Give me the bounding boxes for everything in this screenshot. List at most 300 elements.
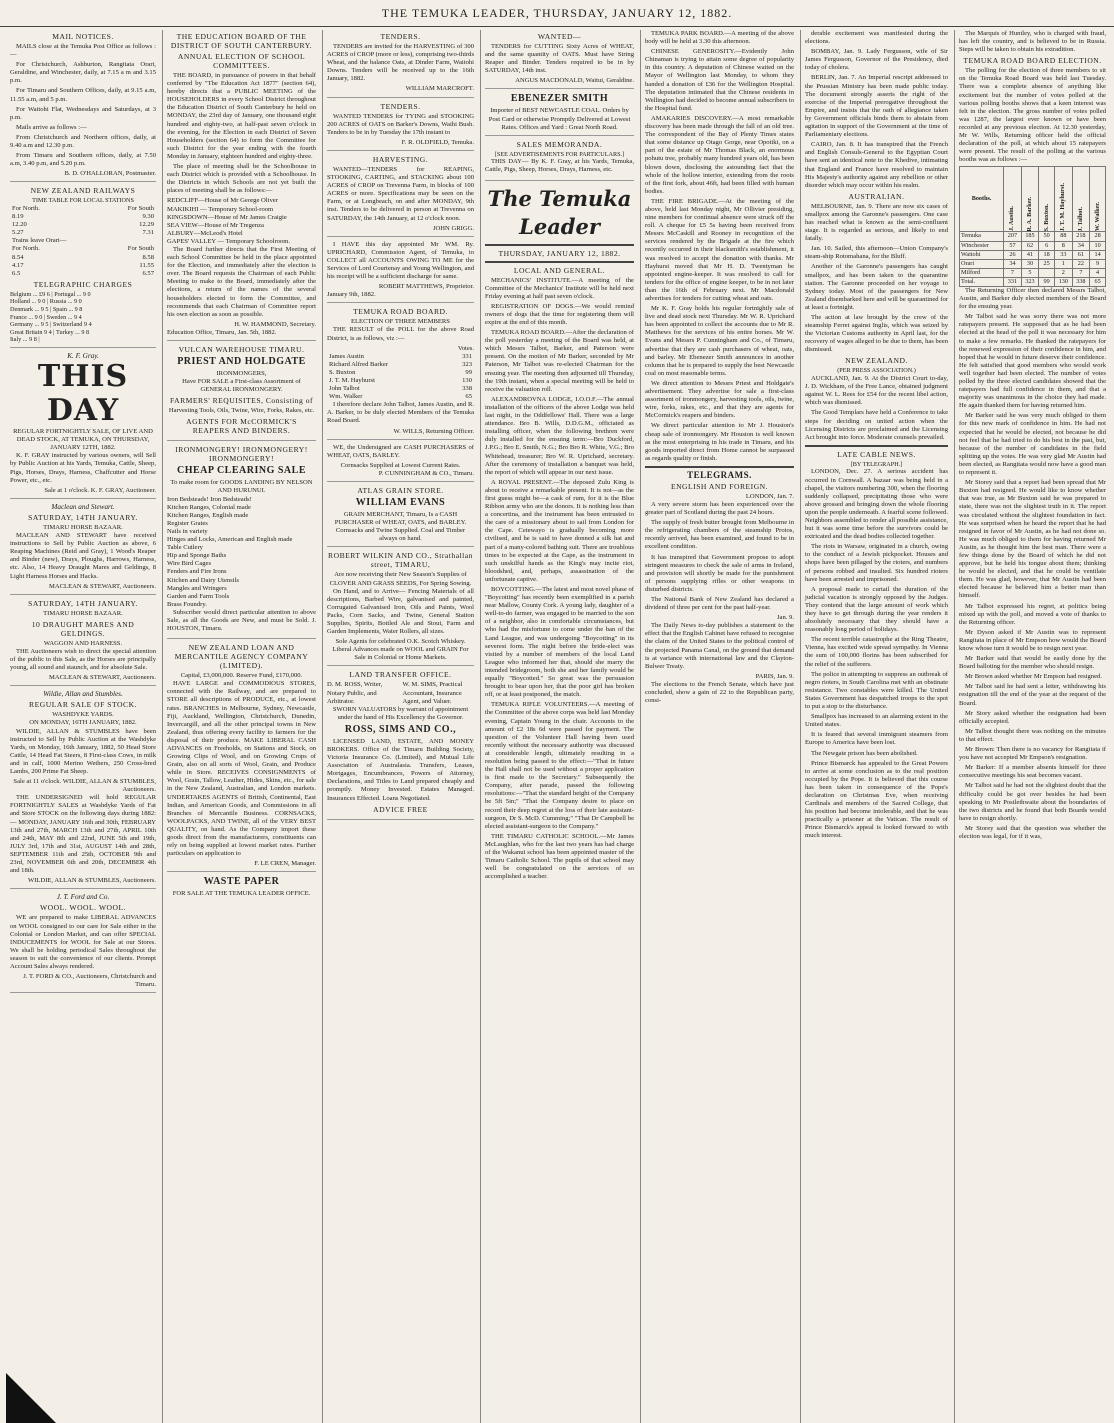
table-cell: Orari: [960, 259, 1004, 268]
table-cell: 88: [1055, 232, 1073, 241]
ad-heading: WOOL. WOOL. WOOL.: [39, 903, 127, 913]
issue-date: THURSDAY, JANUARY 12, 1882.: [498, 248, 621, 258]
table-cell: 7: [1072, 268, 1090, 277]
ad-venue: TIMARU HORSE BAZAAR.: [43, 609, 123, 617]
mail-notices-heading: MAIL NOTICES.: [52, 32, 114, 41]
table-cell: 34: [1004, 259, 1022, 268]
column-header: [1072, 167, 1090, 232]
ad-footer: ADVICE FREE: [373, 804, 428, 814]
ad-signature: MACLEAN & STEWART, Auctioneers.: [49, 674, 156, 682]
dateline: Jan. 9.: [776, 614, 794, 622]
ad-agents: Sole Agents for celebrated O.K. Scotch Whiskey.: [335, 638, 466, 646]
coal-ad: [485, 93, 634, 135]
table-cell: Wm. Walker: [329, 393, 363, 401]
news-paragraph: TEMUKA RIFLE VOLUNTEERS.—A meeting of the Committee of the above corps was held last Monday evening, Captain Young in the chair. Accounts to the amount of £2 18s 6d were passed for payment. The question of the Volunteer Hall having been used recently without the necessary authority was discussed at considerable length, ultimately resulting in a resolution being passed to the effect:—"That in future the Hall shall not be used without a proper application is first made to the Secretary." Subsequently the Company, after parade, passed the following resolutions:—"That the standard height of the Company be 5ft 5in;" "That the Company desire to place on record their deep regret at the loss of their late assistant-surgeon, Dr S. McD. Cumming;" "That Dr Campbell be elected assistant-surgeon to the Company.": [485, 701, 634, 830]
ad-body: TENDERS for CUTTING Sixty Acres of WHEAT, and the same quantity of OATS. Must have String Reaper and Binder. Tenders required to be in by SATURDAY, 14th inst.: [485, 43, 634, 75]
ad-signature: F. R. OLDFIELD, Temuka.: [401, 138, 474, 146]
news-paragraph: Mr Story asked whether the resignation had been officially accepted.: [959, 709, 1106, 725]
atlas-grain-ad: [327, 486, 474, 547]
news-paragraph: The National Bank of New Zealand has declared a dividend of three per cent for the past half-year.: [645, 596, 794, 612]
news-paragraph: It is feared that several immigrant steamers from Europe to America have been lost.: [805, 731, 948, 747]
partner-left: D. M. ROSS, Writer, Notary Public, and Arbitrator.: [327, 681, 383, 705]
table-row: [327, 361, 474, 369]
table-cell: 5: [1021, 268, 1039, 277]
ad-heading: TENDERS.: [380, 101, 421, 111]
place-item: KINGSDOWN—House of Mr James Craigie: [167, 213, 287, 221]
place-item: MAKIKIHI — Temporary School-room: [167, 205, 274, 213]
section-heading: LATE CABLE NEWS.: [837, 449, 916, 459]
column-header: Booths.: [960, 167, 1004, 232]
table-cell: 65: [1090, 277, 1106, 286]
this-day-heading: THIS DAY: [37, 359, 129, 429]
ad-lot: 10 DRAUGHT MARES AND GELDINGS.: [31, 619, 135, 638]
wool-ad: [10, 893, 156, 993]
ad-date: SATURDAY, 14TH JANUARY.: [28, 598, 138, 608]
notice-body: The Board further directs that the First Meeting of each School Committee be held in the place appointed for the Election, and immediately after the election is over. The Board requests the Chairman of each Public Meeting to make to the Board, immediately after the elections, a return of the names of the several householders elected to form the Committee, and recommends that each Chairman of Committee report his own election as soon as possible.: [167, 245, 316, 318]
ad-heading: WANTED—: [537, 32, 582, 41]
ad-note: Liberal Advances made on WOOL and GRAIN For Sale in Colonial or Home Markets.: [332, 646, 469, 662]
tele-row: Great Britain 9 4 | Turkey ... 9 8: [10, 328, 90, 336]
news-paragraph: The Returning Officer then declared Messrs Talbot, Austin, and Barker duly elected members of the Board for the ensuing year.: [959, 286, 1106, 311]
mail-notices: [10, 32, 156, 182]
news-paragraph: Smallpox has increased to an alarming extent in the United states.: [805, 713, 948, 729]
news-paragraph: A ROYAL PRESENT.—The deposed Zulu King is about to receive a remarkable present. It is not—as the first guess might be—a cask of rum, for it is the Blue Ribbon army who are the donors. It is nothing less than a concertina, and the instrument has been entrusted to the care of a missionary about to sail from London for the Cape. Cetewayo is gradually becoming more civilised, and he is said to have donned a silk hat and part of a many-colored bathing suit. There are troublous times to be expected at the Cape, as the instrument in such unskilful hands as the King's may incite riot, bloodshed, and, perhaps, assassination of the unfortunate captive.: [485, 478, 634, 583]
poll-results-table: [959, 166, 1106, 287]
list-item: Table Cutlery: [167, 544, 203, 552]
column-header-label: W. Walker.: [1093, 202, 1101, 232]
notice-signature: W. WILLS, Returning Officer.: [393, 427, 474, 435]
table-row: [327, 385, 474, 393]
news-paragraph: The polling for the election of three members to sit on the Temuka Road Board was held last Tuesday. There was a complete absence of anything like excitement but the number of votes polled at the various polling booths shows that a keen interest was felt in the election. The gross number of votes polled was 1287, the largest ever known or have been recorded at any previous election. At 12.30 yesterday, Mr W. Wills, Returning officer held the official declaration of the poll, at which about 15 ratepayers were present. The result of the polling at the various booths was as follows :—: [959, 67, 1106, 164]
ad-body: THE UNDERSIGNED will hold REGULAR FORTNIGHTLY SALES at Washdyke Yards of Fat and Store STOCK on the following days during 1882:— MONDAY, JANUARY 16th and 30th, FEBRUARY 13th and 27th, MARCH 13th and 27th, APRIL 10th and 24th, MAY 8th and 22nd, JUNE 5th and 19th, JULY 3rd, 17th and 31st, AUGUST 14th and 28th, SEPTEMBER 11th and 25th, OCTOBER 9th and 23rd, NOVEMBER 6th and 20th, DECEMBER 4th and 18th.: [10, 794, 156, 875]
notice-subheading: ELECTION OF THREE MEMBERS: [351, 318, 450, 326]
list-item: Garden and Farm Tools: [167, 592, 230, 600]
news-paragraph: Mr Barker: If a member absents himself for three consecutive meetings his seat becomes vacant.: [959, 764, 1106, 780]
ad-venue: WASHDYKE YARDS.: [52, 711, 114, 719]
table-cell: 185: [1021, 232, 1039, 241]
divider: [485, 244, 634, 246]
mail-line: MAILS close at the Temuka Post Office as follows :—: [10, 43, 156, 59]
news-paragraph: We direct particular attention to Mr J. Houston's cheap sale of ironmongery. Mr Houston is well known as the most enterprising in his trade in Timaru, and his goods imported direct from Home cannot be surpassed as regards quality or finish.: [645, 422, 794, 462]
sale-title: REGULAR FORTNIGHTLY SALE, OF LIVE AND DEAD STOCK, AT TEMUKA, ON THURSDAY, JANUARY 12TH, 1882.: [13, 428, 153, 452]
table-cell: Winchester: [960, 241, 1004, 250]
table-cell: 41: [1021, 250, 1039, 259]
ad-signature: Sale at 11 o'clock. WILDIE, ALLAN & STUMBLES, Auctioneers.: [13, 778, 156, 794]
ad-signature: F. LE CREN, Manager.: [254, 860, 316, 868]
ad-signature: J. T. FORD & CO., Auctioneers, Christchurch and Timaru.: [23, 973, 156, 989]
railways-timetable: [10, 186, 156, 348]
ad-body: TENDERS are invited for the HARVESTING of 300 ACRES of CROP (more or less), comprising two-thirds Wheat, and the balance Oats, at Dinder Farm, Waitohi Downs. Tenders will be received up to the 16th January, 1882.: [327, 43, 475, 83]
news-paragraph: Mr Talbot said he was sorry there was not more ratepayers present. He supposed that as he had been elected at the head of the poll it was necessary for him to make a few remarks. He thanked the ratepayers for the renewed expression of their confidence in him, and hoped that he would in future deserve their confidence. He felt satisfied that good members who would work well together had been elected. The number of votes polled by the three elected candidates showed that the ratepayers had full confidence in them, and that a majority was unanimous in the choice they had made. He again thanked them for having returned him.: [959, 313, 1106, 410]
nz-loan-ad: [167, 643, 316, 872]
ad-body: WE, the Undersigned are CASH PURCHASERS of WHEAT, OATS, BARLEY.: [327, 443, 474, 459]
section-heading: TELEGRAMS.: [687, 469, 752, 480]
page-header: THE TEMUKA LEADER, THURSDAY, JANUARY 12, 1882.: [0, 0, 1114, 27]
news-paragraph: The recent terrible catastrophe at the Ring Theatre, Vienna, has excited wide spread sympathy. In Vienna the sum of 100,000 florins has been subscribed for the relief of the sufferers.: [805, 636, 948, 668]
sales-memoranda: [485, 140, 634, 181]
table-cell: Temuka: [960, 232, 1004, 241]
tele-row: Holland ... 9 0 | Russia ... 9 0: [10, 298, 82, 306]
table-cell: For North.: [12, 245, 40, 253]
column-4: [480, 30, 638, 1423]
list-item: Hinges and Locks, American and English made: [167, 536, 293, 544]
notice-body: The place of meeting shall be the Schoolhouse in each District which is provided with a Schoolhouse. In the Districts in which Schools are not yet built the places of meeting shall be as follows:—: [167, 163, 316, 195]
ad-subheading: To make room for GOODS LANDING BY NELSON AND HURUNUI.: [170, 479, 313, 495]
news-paragraph: BOMBAY, Jan. 9. Lady Fergusson, wife of Sir James Fergusson, Governor of the Presidency, died today of cholera.: [805, 48, 948, 72]
ad-signature: ANGUS MACDONALD, Waitui, Geraldine.: [515, 77, 634, 85]
column-header: [1004, 167, 1022, 232]
table-cell: 218: [1072, 232, 1090, 241]
list-item: Wire Bird Cages: [167, 560, 212, 568]
ad-lot: WAGGON AND HARNESS.: [43, 639, 123, 647]
tenders-ad: [327, 32, 474, 98]
table-cell: 26: [1004, 250, 1022, 259]
auctioneer-name: Wildie, Allan and Stumbles.: [43, 690, 123, 699]
ad-signature: JOHN GRIGG.: [432, 224, 474, 232]
column-header: [1090, 167, 1106, 232]
ad-body: Are now receiving their New Season's Supplies of CLOVER AND GRASS SEEDS, For Spring Sowing.: [329, 571, 472, 587]
ad-heading: LAND TRANSFER OFFICE.: [349, 670, 452, 680]
railways-heading: NEW ZEALAND RAILWAYS: [30, 186, 136, 196]
ad-body: Importer of BEST NEWCASTLE COAL. Orders by Post Card or otherwise Promptly Delivered at Lowest Rates. Offices and Yard : Great North Road.: [488, 107, 631, 131]
column-5: [640, 30, 798, 1423]
list-item: Iron Bedsteads! Iron Bedsteads!: [167, 495, 252, 503]
railways-subheading: TIME TABLE FOR LOCAL STATIONS: [32, 197, 134, 205]
table-row: [327, 393, 474, 401]
table-cell: 331: [1004, 277, 1022, 286]
notice-body: I HAVE this day appointed Mr WM. Ry. UPRICHARD, Commission Agent, of Temuka, to COLLECT all ACCOUNTS OWING TO ME for the Services of Lord Courtenay and Young Wellington, and his receipt will be a sufficient discharge for same.: [327, 240, 474, 281]
table-row: [327, 369, 474, 377]
news-paragraph: AUCKLAND, Jan. 9. At the District Court to-day, J. D. Wickham, of the Free Lance, obtained judgment against W. L. Rees for £54 for the recent libel action, which was dismissed.: [805, 375, 948, 407]
list-item: Kitchen Ranges, English made: [167, 511, 249, 519]
list-item: Kitchen Ranges, Colonial made: [167, 503, 251, 511]
dateline: PARIS, Jan. 9.: [755, 672, 794, 680]
wildie-ad: [10, 690, 156, 889]
table-cell: 65: [465, 393, 472, 401]
section-note: (PER PRESS ASSOCIATION.): [837, 367, 916, 375]
cunningham-ad: [327, 444, 474, 482]
ad-body: GRAIN MERCHANT, Timaru, Is a CASH PURCHASER of WHEAT, OATS, and BARLEY.: [334, 511, 467, 527]
section-heading: LOCAL AND GENERAL.: [513, 265, 606, 275]
ad-body: WE are prepared to make LIBERAL ADVANCES on WOOL consigned to our care for Sale either in the Colonial or London Market, and can offer SPECIAL INDUCEMENTS for WOOL for Sale at our Stores. We shall be holding periodical Sales throughout the season to suit the convenience of our clients. Prompt Account Sales always rendered.: [10, 914, 156, 970]
education-board-notice: [167, 32, 316, 341]
table-row: [10, 205, 156, 213]
list-item: Kitchen and Dairy Utensils: [167, 576, 239, 584]
tele-row: Germany ... 9 5 | Switzerland 9 4: [10, 321, 92, 329]
ad-agents: AGENTS FOR McCORMICK'S REAPERS AND BINDERS.: [186, 417, 297, 436]
matthews-notice: [327, 241, 474, 304]
table-cell: 8.19: [12, 213, 24, 221]
list-item: Register Grates: [167, 519, 208, 527]
table-row: [10, 221, 156, 229]
news-paragraph: Mr Storey said that the question was whether the election was legal, for if it was,: [959, 824, 1106, 840]
ad-title: WASTE PAPER: [203, 876, 280, 888]
table-cell: John Talbot: [329, 385, 360, 393]
ad-note: Cornsacks Supplied at Lowest Current Rates.: [340, 461, 461, 469]
notice-body: THE BOARD, in pursuance of powers in that behalf conferred by "The Education Act 1877" (section 64), hereby directs that a PUBLIC MEETING of the HOUSEHOLDERS in every School District throughout the Education District of South Canterbury be held on MONDAY, the 23rd day of January, one thousand eight hundred and eighty-two, at half-past seven o'clock in the evening, for the Election in each District of Seven Householders (section 64) to form the Committee for such District for the year ending with the fourth Monday in January, eighteen hundred and eighty-three.: [167, 72, 316, 160]
news-paragraph: CAIRO, Jan. 8. It has transpired that the French and English Consuls-General to the Egyptian Court have sent an identical note to the Khedive, intimating that England and France have resolved to maintain His Majesty's authority against any rebellion or other disorder which may occur within his realm.: [805, 141, 948, 189]
table-row: [327, 377, 474, 385]
list-item: Mangles and Wringers: [167, 584, 227, 592]
news-paragraph: The Newgate prison has been abolished.: [811, 749, 918, 757]
ad-capital: Capital, £3,000,000. Reserve Fund, £170,000.: [180, 672, 303, 680]
table-cell: 6: [1039, 241, 1055, 250]
table-cell: 12.20: [12, 221, 27, 229]
news-paragraph: AMAKARIES DISCOVERY.—A most remarkable discovery has been made through the fall of an old tree. The correspondent of the Bay of Plenty Times states that some distance up Otago Gorge, near Opotiki, on a part of the estate of Mr Thomas Black, an enormous pohutu tree, probably many hundred years old, has been blown down, disclosing the astounding fact that the whole of the hollow interior, extending from the roots of the first fork, about 46ft, had been filled with human bodies.: [645, 114, 794, 195]
dateline: LONDON, Jan. 7.: [745, 492, 794, 500]
news-paragraph: MECHANICS' INSTITUTE.—A meeting of the Committee of the Mechanics' Institute will be held next Friday evening at half past seven o'clock.: [485, 276, 634, 300]
table-cell: [106, 237, 156, 245]
table-header-row: [960, 167, 1106, 232]
news-paragraph: Jan. 10. Sailed, this afternoon—Union Company's steam-ship Rotomahana, for the Bluff.: [805, 245, 948, 261]
news-paragraph: Prince Bismarck has appealed to the Great Powers to arrive at some conclusion as to the real position occupied by the Pope. It is believed that this course has been taken in consequence of the Pope's declaration on Christmas Eve, when receiving Cardinals and members of the Sacred College, that his position had become intolerable, and that he was practically a prisoner at the Vatican. The result of Prince Bismarck's appeal is looked forward to with much interest.: [805, 759, 948, 840]
ad-heading: TENDERS.: [380, 32, 421, 41]
table-row: [10, 254, 156, 262]
news-paragraph: The elections to the French Senate, which have just concluded, show a gain of 22 to the Republican party, consi-: [645, 680, 794, 705]
ad-body: LICENSED LAND, ESTATE, AND MONEY BROKERS. Office of the Timaru Building Society, Victoria Insurance Co. (Limited), and Mutual Life Association of Australasia. Transfers, Leases, Mortgages, Encumbrances, Powers of Attorney, Declarations, and Titles to Land prepared cheaply and promptly. Money Invested. Estates Managed. Insurances Effected. Loans Negotiated.: [327, 737, 474, 802]
ad-body: THE Auctioneers wish to direct the special attention of the public to this Sale, as the Horses are principally young, all sound and staunch, and for absolute Sale.: [10, 647, 156, 672]
section-heading: NEW ZEALAND.: [845, 356, 908, 366]
ad-date: SATURDAY, 14TH JANUARY.: [28, 512, 138, 522]
railway-table: [10, 205, 156, 278]
section-heading: SALES MEMORANDA.: [516, 139, 603, 149]
wilkin-ad: [327, 551, 474, 666]
torn-corner: [6, 1373, 56, 1423]
mail-line: From Christchurch and Northern offices, daily, at 9.40 a.m and 12.30 p.m.: [10, 133, 156, 150]
table-row: [960, 259, 1106, 268]
news-paragraph: Mr K. F. Gray holds his regular fortnightly sale of live and dead stock next Thursday. Mr W. R. Uprichard has been appointed to collect the accounts due to Mr R. Matthews for the services of his entire horses. Mr W. Evans and Messrs P. Cunningham and Co., of Timaru, advertise that they are cash purchasers of wheat, oats, and barley. Mr Ebenezer Smith announces in another column that he is prepared to supply the best Newcastle coal on most reasonable terms.: [645, 305, 794, 377]
table-row: [10, 270, 156, 278]
ad-title: CHEAP CLEARING SALE: [177, 465, 306, 477]
news-paragraph: The supply of fresh butter brought from Melbourne in the refrigerating chambers of the steamship Protos, recently arrived, has been examined, and found to be in excellent condition.: [645, 519, 794, 551]
table-row: [10, 229, 156, 237]
table-cell: 8: [1055, 241, 1073, 250]
postmaster-signature: B. D. O'HALLORAN, Postmaster.: [64, 170, 156, 178]
news-paragraph: Mr Talbot thought there was nothing on the minutes to that effect.: [959, 727, 1106, 743]
ad-heading: HARVESTING.: [372, 154, 429, 164]
ad-body: WANTED TENDERS for TYING and STOOKING 200 ACRES of OATS on Barker's Downs, Waihi Bush. Tenders to be in by Tuesday the 17th instant to: [327, 112, 474, 136]
column-3: [322, 30, 478, 1423]
news-paragraph: Mr Talbot said he had sent a letter, withdrawing his resignation till the end of the year at the request of the Board.: [959, 683, 1106, 707]
ad-heading: ATLAS GRAIN STORE.: [357, 486, 444, 496]
table-row: [10, 213, 156, 221]
news-paragraph: The riots in Warsaw, originated in a church, owing to the conduct of a Jewish pickpocket. Houses and shops have been pillaged by the rioters, and numbers of persons robbed and insulted. Six hundred rioters have been arrested and imprisoned.: [805, 543, 948, 583]
table-row: [10, 237, 156, 245]
ad-heading: IRONMONGERY! IRONMONGERY! IRONMONGERY!: [175, 445, 308, 464]
place-item: ALBURY—McLeod's Hotel: [167, 229, 243, 237]
vulcan-warehouse-ad: [167, 345, 316, 441]
news-paragraph: LONDON, Dec. 27. A serious accident has occurred in Cornwall. A bazaar was being held in a chapel, the visitors numbering 300, when the flooring suddenly collapsed, precipitating those who were above grossed and bringing down the whole flooring upon the people underneath. A fearful scene followed. Neighbors assembled to render all possible assistance, but it was some time before the survivors could be extricated and the dead bodies collected together.: [805, 468, 949, 541]
news-paragraph: derable excitement was manifested during the elections.: [805, 30, 948, 46]
table-cell: 99: [1039, 277, 1055, 286]
table-cell: 25: [1039, 259, 1055, 268]
table-cell: 130: [462, 377, 472, 384]
news-paragraph: REGISTRATION OF DOGS.—We would remind owners of dogs that the time for registering them will expire at the end of this month.: [485, 302, 634, 326]
firm-name: WILLIAM EVANS: [355, 497, 446, 509]
section-body: THIS DAY— By K. F. Gray, at his Yards, Temuka, Cattle, Pigs, Sheep, Horses, Drays, Harness, etc.: [485, 158, 634, 174]
columns: [0, 30, 1114, 1423]
news-paragraph: A very severe storm has been experienced over the greater part of Scotland during the past 24 hours.: [645, 500, 794, 517]
column-1: [6, 30, 160, 1423]
table-cell: 6.57: [142, 269, 154, 277]
tele-row: France ... 9 0 | Sweden ... 9 4: [10, 313, 82, 321]
list-item: Brass Foundry.: [167, 600, 207, 608]
news-paragraph: Mr Barker said he was very much obliged to them for this new mark of confidence in him. He had not expected that he would be elected, not because he did not feel that he had tried to do his best in the past, but, because of the number of candidates in the field splitting up the votes. He was very glad Mr Austin had been elected, as Rangitata would now have a good man to represent it.: [959, 412, 1106, 477]
section-note: [BY TELEGRAPH.]: [850, 460, 903, 468]
table-cell: Trains leave Orari—: [12, 237, 67, 245]
houston-ad: [167, 445, 316, 639]
ad-body: FOR SALE AT THE TEMUKA LEADER OFFICE.: [172, 890, 311, 898]
table-cell: 323: [1021, 277, 1039, 286]
table-cell: 9: [1090, 259, 1106, 268]
table-cell: 10: [1090, 241, 1106, 250]
table-cell: James Austin: [329, 352, 364, 360]
news-paragraph: The Marquis of Huntley, who is charged with fraud, has left the country, and is believed to be in Russia. Steps will be taken to obtain his extradition.: [959, 30, 1106, 54]
ad-signature: Subscriber would direct particular attention to above Sale, as all the Goods are New, and must be Sold. J. HOUSTON, Timaru.: [167, 608, 316, 633]
gray-sale-ad: [10, 352, 156, 499]
table-cell: 18: [1039, 250, 1055, 259]
table-cell: 2: [1055, 268, 1073, 277]
road-board-notice: [327, 307, 474, 439]
ad-heading: VULCAN WAREHOUSE TIMARU.: [178, 345, 305, 354]
column-header: [1021, 167, 1039, 232]
notice-heading: TEMUKA ROAD BOARD.: [353, 307, 448, 317]
firm-name: ROSS, SIMS AND CO.,: [344, 723, 457, 735]
ad-date: ON MONDAY, 16TH JANUARY, 1882.: [29, 719, 137, 727]
table-cell: 22: [1072, 259, 1090, 268]
mail-line: From Timaru and Southern offices, daily, at 7.50 a.m, 3.40 p.m, and 5.20 p.m.: [10, 152, 156, 168]
news-paragraph: The Daily News to-day publishes a statement to the effect that the English Cabinet have refused to recognise the claim of the United States to the political control of the projected Panama Canal, on the ground that demand is at variance with international law and the Clayton-Bulwer Treaty.: [645, 622, 794, 670]
notice-body: THE RESULT of the POLL for the above Road District, is as follows, viz :—: [327, 326, 474, 342]
section-heading: AUSTRALIAN.: [848, 191, 905, 201]
news-paragraph: TEMUKA ROAD BOARD.—After the declaration of the poll yesterday a meeting of the Board was held, at which Messrs Talbot, Barker, and Paterson were present. On the motion of Mr Barker, seconded by Mr Paterson, Mr Talbot was re-elected Chairman for the ensuing year. The meeting then adjourned till Thursday, the 19th instant, when a special meeting will be held to receive the valuation roll.: [485, 329, 634, 393]
column-header-label: J. T. M. Hayhurst.: [1059, 182, 1067, 232]
table-cell: 331: [462, 352, 472, 360]
tenders-ad-2: [327, 102, 474, 151]
news-paragraph: Mr Brown: Then there is no vacancy for Rangitata if you have not accepted Mr Empson's resignation.: [959, 746, 1106, 762]
table-row: [10, 245, 156, 253]
table-cell: 4: [1090, 268, 1106, 277]
list-item: Fenders and Fire Irons: [167, 568, 227, 576]
news-paragraph: Mr Storey said that a report had been spread that Mr Buxton had resigned. He would like to know whether that was true, as Mr Buxton said he was prepared to state, there was not the slightest truth in it. The report was circulated without the slightest foundation in fact. He was surprised when he heard the report that he had resigned in favor of Mr Austin, as he had not done so. He was much obliged to them for having returned Mr Austin, as he thought him the best man. There were a few things done by the Board of which he did not approve, but he held his tongue about them; thinking he would be elected, and that he could be ventilate them. He was glad, however, that Mr Austin had been elected because he believed him a better man than himself.: [959, 479, 1106, 600]
table-row: [960, 241, 1106, 250]
news-paragraph: It has transpired that Government propose to adopt stringent measures to check the sale of arms in Ireland, and provision will shortly be made for the punishment of persons supplying rifles or other weapons in disturbed districts.: [645, 553, 794, 593]
land-transfer-ad: [327, 670, 474, 819]
table-cell: 338: [1072, 277, 1090, 286]
table-cell: 8.54: [12, 253, 24, 261]
ad-venue: TIMARU HORSE BAZAAR.: [43, 523, 123, 531]
column-2: [162, 30, 320, 1423]
news-paragraph: MELBOURNE, Jan. 9. There are now six cases of smallpox among the Garonne's passengers. One case has reached what is known as the semi-confluent stage. It is regarded as serious, and likely to end fatally.: [805, 202, 948, 243]
table-cell: 338: [462, 385, 472, 393]
column-header-label: J. Talbot.: [1076, 206, 1084, 232]
votes-label: Votes.: [457, 344, 474, 352]
mail-line: For Timaru and Southern Offices, daily, at 9.15 a.m, 11.55 a.m, and 5 p.m.: [10, 87, 156, 103]
divider: [805, 445, 948, 447]
table-cell: 5.27: [12, 229, 24, 237]
section-note: [SEE ADVERTISEMENTS FOR PARTICULARS.]: [494, 150, 625, 158]
auctioneer-name: Maclean and Stewart.: [51, 502, 115, 511]
table-cell: 28: [1090, 232, 1106, 241]
news-paragraph: THE TIMARU CATHOLIC SCHOOL.—Mr James McLaughlan, who for the last two years has had charge of the Wakanui school has been appointed master of the Timaru Catholic School. The pupils of that school may well be congratulated on the services of so accomplished a teacher.: [485, 832, 634, 881]
mail-line: For Christchurch, Ashburton, Rangitata Orari, Geraldine, and Winchester, daily, at 7.15 a m and 3.15 p.m.: [10, 61, 156, 85]
firm-name: EBENEZER SMITH: [510, 93, 609, 105]
newspaper-nameplate: The Temuka Leader: [487, 185, 632, 239]
table-cell: 4.17: [12, 261, 24, 269]
table-cell: 12.29: [139, 221, 154, 229]
notice-heading: THE EDUCATION BOARD OF THE DISTRICT OF SOUTH CANTERBURY.: [170, 32, 313, 50]
ad-signature: MACLEAN & STEWART, Auctioneers.: [49, 582, 156, 590]
column-header: [1055, 167, 1073, 232]
column-header: [1039, 167, 1055, 232]
ad-signature: WILLIAM MARCROFT.: [405, 85, 474, 93]
divider: [485, 261, 634, 263]
table-cell: 207: [1004, 232, 1022, 241]
table-cell: 130: [1055, 277, 1073, 286]
trade: IRONMONGERS,: [216, 370, 267, 377]
telegraphic-heading: TELEGRAPHIC CHARGES: [33, 279, 133, 289]
column-header-label: J. Austin.: [1008, 206, 1016, 232]
news-paragraph: The Good Templars have held a Conference to take steps for deciding on united action when the Licensing Districts are proclaimed and the Licensing Act brought into force. Moderate counsels prevailed.: [805, 409, 948, 441]
ad-signature: P. CUNNINGHAM & CO., Timaru.: [378, 469, 474, 477]
table-cell: 50: [1039, 232, 1055, 241]
divider: [645, 466, 794, 468]
notice-date: January 9th, 1882.: [327, 291, 376, 299]
auctioneer-name: J. T. Ford and Co.: [56, 893, 110, 902]
table-cell: [1039, 268, 1055, 277]
news-paragraph: The action at law brought by the crew of the steamship Ferret against Inglis, which was seized by the Victorian Customs authority in April last, for the recovery of wages alleged to be due to them, has been dismissed.: [805, 314, 948, 354]
firm-name: PRIEST AND HOLDGATE: [177, 356, 306, 367]
table-cell: 30: [1021, 259, 1039, 268]
table-cell: Waitohi: [960, 250, 1004, 259]
news-paragraph: Mr Brown asked whether Mr Empson had resigned.: [965, 673, 1102, 681]
news-paragraph: Mr Talbot expressed his regret, at politics being mixed up with the poll, and moved a vote of thanks to the Returning officer.: [959, 602, 1106, 626]
votes-table: [327, 353, 474, 402]
auctioneer-name: K. F. Gray.: [67, 352, 99, 360]
ad-subheading: FARMERS' REQUISITES, Consisting of: [169, 396, 314, 406]
news-paragraph: CHINESE GENEROSITY.—Evidently John Chinaman is trying to attain some degree of popularity in this country. A deputation of Chinese waited on the Mayor of Wellington last Monday, to whom they handed a donation of £36 for the Wellington Hospital. The deputation intimated that the Chinese residents in Wellington had decided to become annual subscribers to the Hospital fund.: [645, 48, 794, 112]
news-paragraph: Mr Talbot said he had not the slightest doubt that the difficulty could be got over besides he had been speaking to Mr Postlethwaite about the boundaries of the two districts and he found that both Boards would have to resign shortly.: [959, 782, 1106, 822]
table-cell: 61: [1072, 250, 1090, 259]
table-cell: 57: [1004, 241, 1022, 250]
table-cell: Milford: [960, 268, 1004, 277]
news-paragraph: BOYCOTTING.—The latest and most novel phase of "Boycotting" has recently been exemplified in a parish near Mallow, County Cork. A young lady, daughter of a well-to-do farmer, was engaged to be married to the son of a neighbor, also in comfortable circumstances, but who had the misfortune to come under the ban of the Land League, and was undergoing "Boycotting" in its severest form. The night before the bride-elect was visited by a number of members of the local Land League who informed her that, should she marry the intended bridegroom, both she and her family would be equally "Boycotted." So great was the persuasion brought to bear upon her, that the poor girl has broken off, or at least postponed, the match.: [485, 586, 634, 699]
table-row: [327, 353, 474, 361]
section-heading: TEMUKA ROAD BOARD ELECTION.: [963, 56, 1102, 66]
table-cell: For South: [127, 245, 154, 253]
table-cell: 62: [1021, 241, 1039, 250]
table-cell: 99: [465, 368, 472, 376]
table-row: [10, 262, 156, 270]
waste-paper-ad: [167, 876, 316, 898]
ad-signature: WILDIE, ALLAN & STUMBLES, Auctioneers.: [27, 877, 156, 885]
firm-name: ROBERT WILKIN AND CO., Strathallan street, TIMARU,: [328, 551, 473, 570]
table-cell: 9.30: [142, 213, 154, 221]
partners: [327, 681, 474, 705]
tele-row: Italy ... 9 8 |: [10, 336, 40, 344]
ad-list: On Hand, and to Arrive— Fencing Materials of all descriptions, Barbed Wire, galvanised and painted, Corrugated Galvanised Iron, Oils and Paints, Wool Packs, Corn Sacks, and Twine, General Station Supplies, Spirits, Bottled Ale and Stout, Farm and Garden Implements, Water Rollers, all sizes.: [327, 587, 474, 636]
place-item: SEA VIEW—House of Mr Tregenza: [167, 221, 264, 229]
notice-signature: ROBERT MATTHEWS, Proprietor.: [378, 283, 474, 291]
news-paragraph: THE FIRE BRIGADE.—At the meeting of the above, held last Monday night, Mr Ollivier presiding, nine members for continual absence were struck off the roll. A cheque for £5 5s having been received from Messrs McCaskill and Rooney in recognition of the services rendered by the Brigade at the fire which recently occurred in their blacksmith's establishment, it was resolved to accept the donation with thanks. Mr Hayhurst moved that Mr H. D. Twentyman be appointed engine-keeper. It was resolved to call for tenders for the office of engine keeper, to be in not later than the 16th of February next. Mr Macdonald advertises for tenders for cutting wheat and oats.: [645, 197, 794, 302]
table-cell: 1: [1055, 259, 1073, 268]
column-header-label: R. A. Barker.: [1025, 196, 1033, 232]
notice-date: Education Office, Timaru, Jan. 5th, 1882.: [167, 328, 277, 336]
news-paragraph: We direct attention to Messrs Priest and Holdgate's advertisement. They advertise for sale a first-class assortment of ironmongery, harvesting tools, oils, twine, wire, forks, rakes, etc., and that they are agents for McCormick's reapers and binders.: [645, 379, 794, 420]
place-item: REDCLIFF—House of Mr George Oliver: [167, 197, 278, 205]
table-row: [960, 268, 1106, 277]
column-header-label: S. Buxton.: [1042, 204, 1050, 232]
